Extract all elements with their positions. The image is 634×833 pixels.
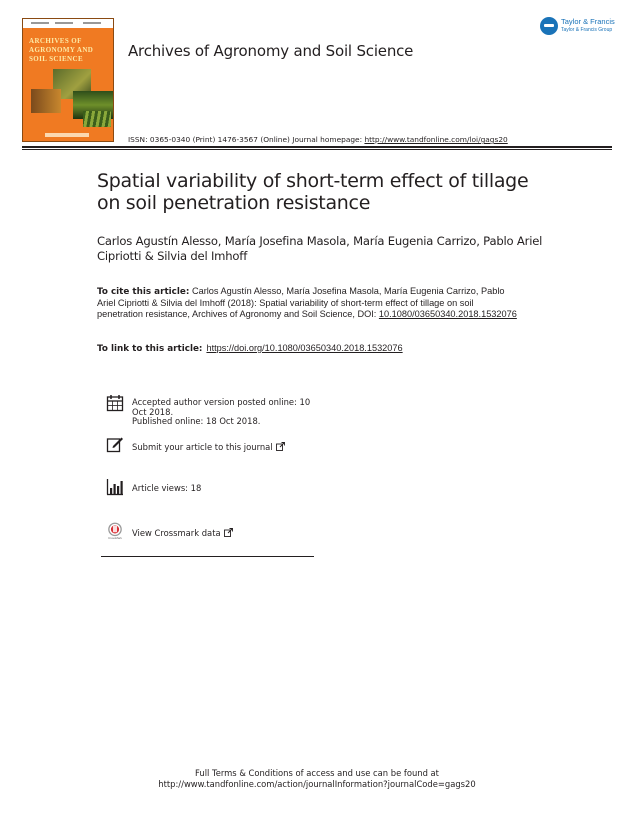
issn-line xyxy=(128,135,508,144)
citation-text: Carlos Agustín Alesso, María Josefina Masola, María Eugenia Carrizo, Pablo Ariel Cipriotti & Silvia del Imhoff (2018): Spatial variability of short-term effect of tillage on soil penetration resistance, Archives of Agronomy and Soil Science, DOI: xyxy=(97,286,505,319)
published-date: Published online: 18 Oct 2018. xyxy=(132,416,261,426)
publisher-logo-text: Taylor & Francis xyxy=(561,17,615,26)
citation-doi-link[interactable]: 10.1080/03650340.2018.1532076 xyxy=(378,309,517,319)
edit-icon xyxy=(106,435,124,453)
publisher-logo-subtext: Taylor & Francis Group xyxy=(561,27,613,33)
journal-cover xyxy=(22,18,114,142)
crossmark-link[interactable] xyxy=(132,528,233,539)
journal-title: Archives of Agronomy and Soil Science xyxy=(128,42,414,60)
cover-title-line: AGRONOMY AND xyxy=(29,46,94,54)
article-authors: Carlos Agustín Alesso, María Josefina Masola, María Eugenia Carrizo, Pablo Ariel Cipriotti & Silvia del Imhoff xyxy=(97,234,543,263)
article-link-line xyxy=(97,343,403,354)
bar-chart-icon xyxy=(106,478,124,496)
footer-terms-text: Full Terms & Conditions of access and use can be found at xyxy=(195,768,439,778)
cover-title-line: ARCHIVES OF xyxy=(29,37,82,45)
publisher-logo[interactable] xyxy=(540,16,616,38)
submit-article-label: Submit your article to this journal xyxy=(132,442,273,452)
accepted-date-line-2: Oct 2018. xyxy=(132,406,174,417)
external-link-icon xyxy=(224,528,233,537)
cover-publisher-logo xyxy=(45,133,89,137)
header-rule xyxy=(22,146,612,148)
header-rule-thin xyxy=(22,149,612,150)
footer-terms-link[interactable]: http://www.tandfonline.com/action/journalInformation?journalCode=gags20 xyxy=(158,779,476,789)
accepted-date-line: Accepted author version posted online: 10 xyxy=(132,397,311,407)
issn-text: ISSN: 0365-0340 (Print) 1476-3567 (Online) Journal homepage: xyxy=(128,135,365,144)
publication-dates xyxy=(132,398,310,427)
article-doi-link[interactable]: https://doi.org/10.1080/03650340.2018.1532076 xyxy=(206,343,403,353)
external-link-icon xyxy=(276,442,285,451)
section-divider xyxy=(101,556,314,557)
calendar-icon xyxy=(106,394,124,412)
article-link-label: To link to this article: xyxy=(97,344,203,354)
cover-photo-rows xyxy=(83,111,111,127)
journal-homepage-link[interactable]: http://www.tandfonline.com/loi/gags20 xyxy=(364,135,508,144)
cover-title-line: SOIL SCIENCE xyxy=(29,55,84,63)
article-title: Spatial variability of short-term effect of tillage on soil penetration resistance xyxy=(97,170,529,214)
crossmark-icon xyxy=(106,522,124,540)
article-views: Article views: 18 xyxy=(132,483,202,493)
submit-article-link[interactable] xyxy=(132,442,285,453)
citation-block xyxy=(97,286,517,320)
footer xyxy=(0,768,634,790)
publisher-logo-icon xyxy=(540,17,558,35)
cover-topbar xyxy=(23,19,113,28)
cover-photo-soil xyxy=(31,89,61,113)
citation-label: To cite this article: xyxy=(97,287,190,297)
svg-text:CrossMark: CrossMark xyxy=(108,536,122,540)
cover-title xyxy=(29,37,113,64)
crossmark-label: View Crossmark data xyxy=(132,528,221,538)
